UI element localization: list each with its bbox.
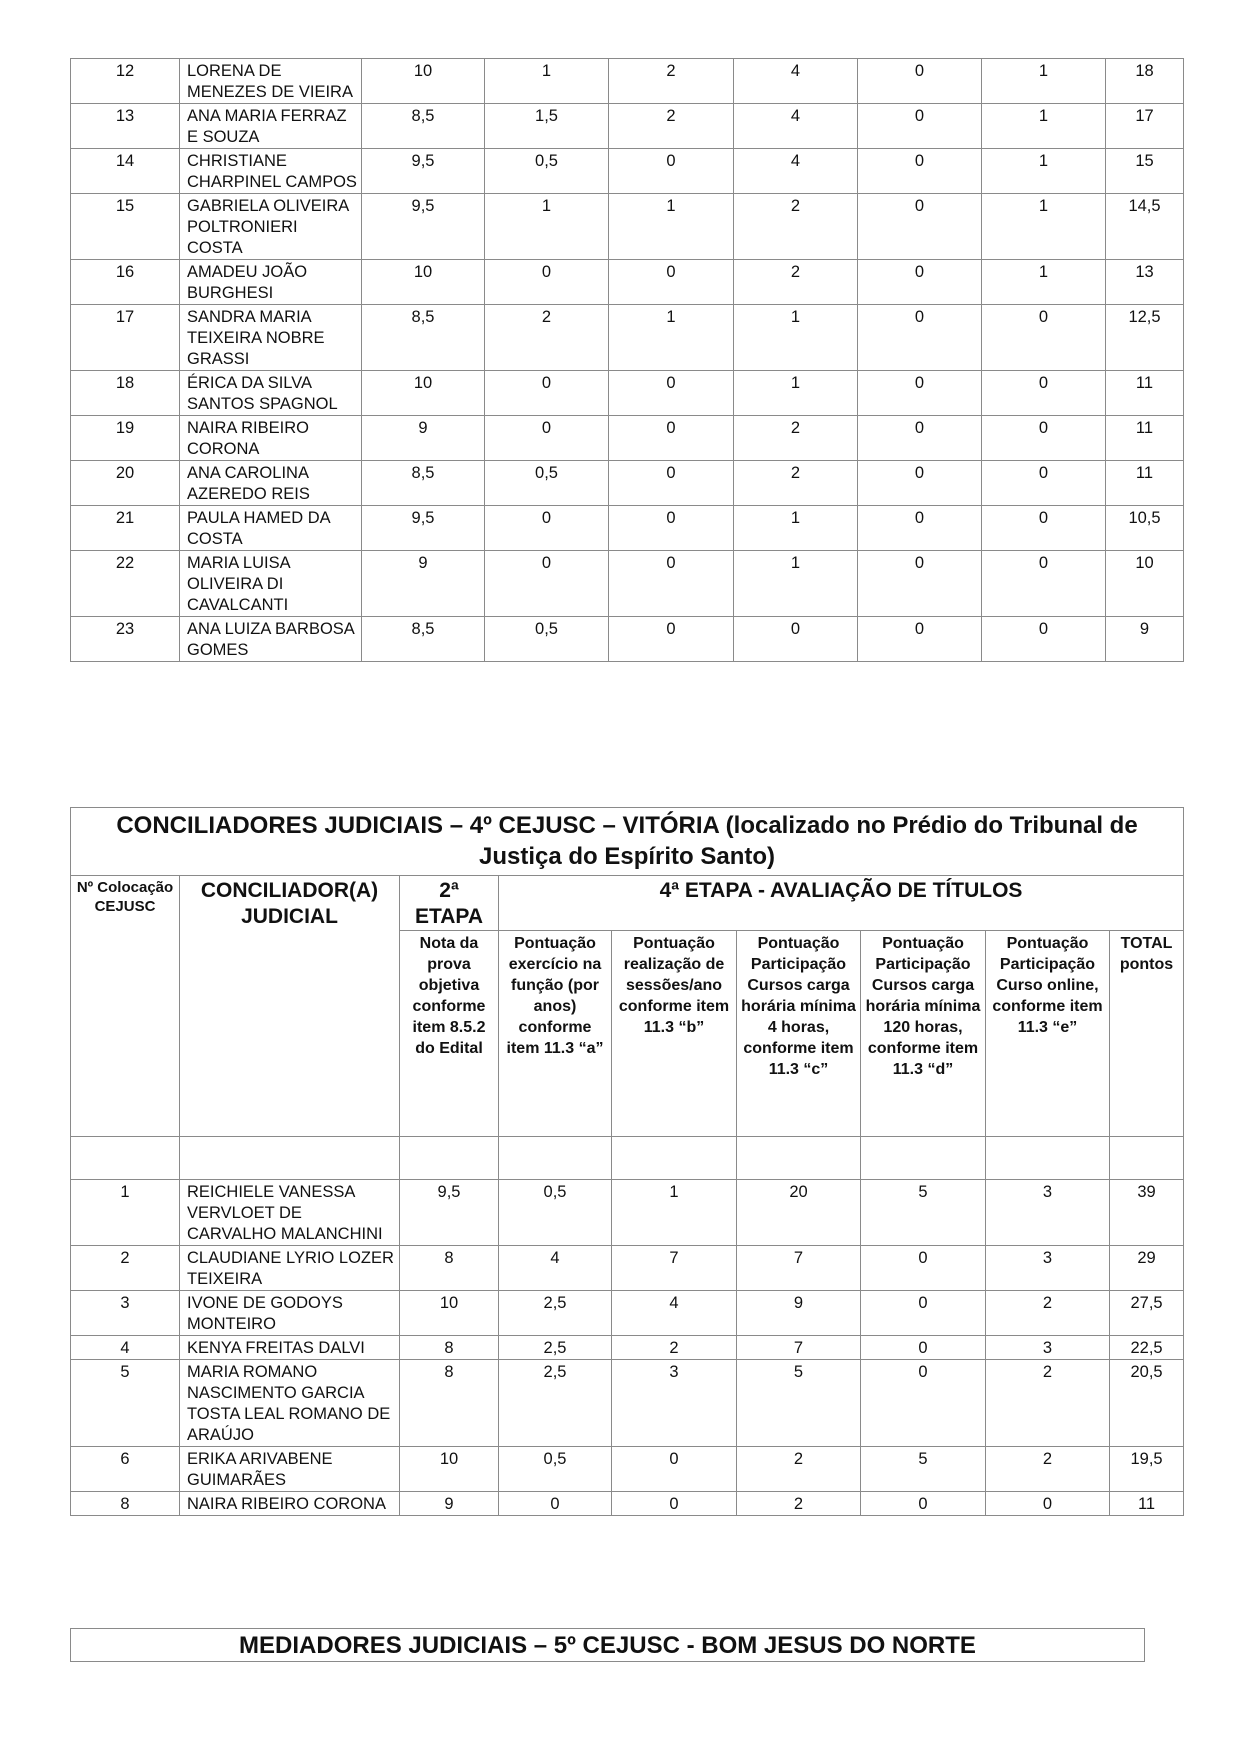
score-d-cell: 0 — [858, 371, 982, 416]
score-c-cell: 2 — [734, 461, 858, 506]
score-a-cell: 0 — [485, 260, 609, 305]
position-cell: 16 — [71, 260, 180, 305]
nota-cell: 10 — [362, 59, 485, 104]
nota-cell: 9 — [400, 1492, 499, 1516]
score-e-cell: 0 — [982, 305, 1106, 371]
score-e-cell: 1 — [982, 59, 1106, 104]
table-title-row — [71, 808, 1184, 876]
score-d-cell: 0 — [858, 59, 982, 104]
table-row — [71, 1492, 1184, 1516]
score-e-cell: 0 — [982, 416, 1106, 461]
score-e-cell: 0 — [986, 1492, 1110, 1516]
table-row — [71, 59, 1184, 104]
score-b-cell: 1 — [612, 1180, 737, 1246]
table-row — [71, 260, 1184, 305]
table-row — [71, 506, 1184, 551]
score-d-cell: 0 — [858, 551, 982, 617]
score-b-cell: 4 — [612, 1291, 737, 1336]
score-d-cell: 0 — [861, 1336, 986, 1360]
header-total: TOTAL pontos — [1110, 931, 1184, 1137]
position-cell: 13 — [71, 104, 180, 149]
total-cell: 13 — [1106, 260, 1184, 305]
score-a-cell: 0,5 — [485, 461, 609, 506]
conciliadores-4-cejusc-table — [70, 807, 1184, 1516]
score-b-cell: 2 — [609, 104, 734, 149]
table-row — [71, 551, 1184, 617]
name-cell: CHRISTIANE CHARPINEL CAMPOS — [180, 149, 362, 194]
score-b-cell: 2 — [609, 59, 734, 104]
score-a-cell: 0 — [499, 1492, 612, 1516]
table-row — [71, 416, 1184, 461]
table-row — [71, 461, 1184, 506]
table-row — [71, 1180, 1184, 1246]
score-a-cell: 0,5 — [485, 149, 609, 194]
nota-cell: 9,5 — [362, 149, 485, 194]
score-c-cell: 1 — [734, 506, 858, 551]
score-e-cell: 0 — [982, 371, 1106, 416]
score-c-cell: 2 — [737, 1492, 861, 1516]
position-cell: 5 — [71, 1360, 180, 1447]
name-cell: ANA LUIZA BARBOSA GOMES — [180, 617, 362, 662]
score-b-cell: 0 — [609, 260, 734, 305]
name-cell: GABRIELA OLIVEIRA POLTRONIERI COSTA — [180, 194, 362, 260]
name-cell: PAULA HAMED DA COSTA — [180, 506, 362, 551]
total-cell: 9 — [1106, 617, 1184, 662]
position-cell: 1 — [71, 1180, 180, 1246]
score-b-cell: 2 — [612, 1336, 737, 1360]
total-cell: 11 — [1106, 416, 1184, 461]
nota-cell: 10 — [400, 1447, 499, 1492]
score-e-cell: 3 — [986, 1246, 1110, 1291]
score-b-cell: 0 — [609, 371, 734, 416]
header-pontuacao-e: Pontuação Participação Curso online, conforme item 11.3 “e” — [986, 931, 1110, 1137]
score-b-cell: 1 — [609, 305, 734, 371]
score-b-cell: 0 — [612, 1447, 737, 1492]
score-e-cell: 1 — [982, 260, 1106, 305]
name-cell: LORENA DE MENEZES DE VIEIRA — [180, 59, 362, 104]
score-c-cell: 4 — [734, 149, 858, 194]
results-table-continuation — [70, 58, 1184, 662]
nota-cell: 8,5 — [362, 104, 485, 149]
score-a-cell: 1 — [485, 59, 609, 104]
score-d-cell: 5 — [861, 1447, 986, 1492]
score-a-cell: 1,5 — [485, 104, 609, 149]
score-a-cell: 0,5 — [485, 617, 609, 662]
score-a-cell: 2,5 — [499, 1360, 612, 1447]
table-title-row — [71, 1629, 1145, 1662]
table-row — [71, 194, 1184, 260]
total-cell: 22,5 — [1110, 1336, 1184, 1360]
name-cell: ERIKA ARIVABENE GUIMARÃES — [180, 1447, 400, 1492]
table-body — [71, 59, 1184, 662]
score-a-cell: 0 — [485, 416, 609, 461]
score-c-cell: 5 — [737, 1360, 861, 1447]
header-pontuacao-c: Pontuação Participação Cursos carga horária mínima 4 horas, conforme item 11.3 “c” — [737, 931, 861, 1137]
total-cell: 15 — [1106, 149, 1184, 194]
header-conciliador: CONCILIADOR(A) JUDICIAL — [180, 876, 400, 1137]
table-row — [71, 1360, 1184, 1447]
score-d-cell: 0 — [858, 461, 982, 506]
total-cell: 29 — [1110, 1246, 1184, 1291]
nota-cell: 8 — [400, 1336, 499, 1360]
name-cell: SANDRA MARIA TEIXEIRA NOBRE GRASSI — [180, 305, 362, 371]
table-title: CONCILIADORES JUDICIAIS – 4º CEJUSC – VITÓRIA (localizado no Prédio do Tribunal de Justiça do Espírito Santo) — [71, 808, 1184, 876]
score-a-cell: 0 — [485, 551, 609, 617]
name-cell: KENYA FREITAS DALVI — [180, 1336, 400, 1360]
score-a-cell: 0,5 — [499, 1447, 612, 1492]
score-d-cell: 0 — [861, 1360, 986, 1447]
score-a-cell: 2,5 — [499, 1336, 612, 1360]
score-c-cell: 2 — [734, 260, 858, 305]
score-b-cell: 0 — [609, 461, 734, 506]
score-c-cell: 1 — [734, 371, 858, 416]
position-cell: 21 — [71, 506, 180, 551]
position-cell: 8 — [71, 1492, 180, 1516]
score-e-cell: 3 — [986, 1336, 1110, 1360]
table-row — [71, 1447, 1184, 1492]
name-cell: MARIA LUISA OLIVEIRA DI CAVALCANTI — [180, 551, 362, 617]
nota-cell: 9,5 — [362, 506, 485, 551]
position-cell: 19 — [71, 416, 180, 461]
nota-cell: 8,5 — [362, 305, 485, 371]
name-cell: ANA MARIA FERRAZ E SOUZA — [180, 104, 362, 149]
score-d-cell: 0 — [858, 194, 982, 260]
score-e-cell: 1 — [982, 104, 1106, 149]
header-colocacao: Nº Colocação CEJUSC — [71, 876, 180, 1137]
position-cell: 14 — [71, 149, 180, 194]
score-c-cell: 20 — [737, 1180, 861, 1246]
mediadores-5-cejusc-table — [70, 1628, 1145, 1662]
table-row — [71, 305, 1184, 371]
score-e-cell: 1 — [982, 149, 1106, 194]
score-e-cell: 0 — [982, 551, 1106, 617]
name-cell: ANA CAROLINA AZEREDO REIS — [180, 461, 362, 506]
table-row — [71, 617, 1184, 662]
table-row — [71, 1246, 1184, 1291]
empty-row — [71, 1137, 1184, 1180]
header-pontuacao-d: Pontuação Participação Cursos carga horária mínima 120 horas, conforme item 11.3 “d” — [861, 931, 986, 1137]
score-b-cell: 0 — [609, 551, 734, 617]
nota-cell: 9,5 — [400, 1180, 499, 1246]
score-b-cell: 0 — [612, 1492, 737, 1516]
table-row — [71, 149, 1184, 194]
name-cell: REICHIELE VANESSA VERVLOET DE CARVALHO MALANCHINI — [180, 1180, 400, 1246]
total-cell: 18 — [1106, 59, 1184, 104]
table-body — [71, 808, 1184, 1516]
nota-cell: 10 — [362, 260, 485, 305]
header-pontuacao-a: Pontuação exercício na função (por anos) conforme item 11.3 “a” — [499, 931, 612, 1137]
score-a-cell: 2 — [485, 305, 609, 371]
total-cell: 10 — [1106, 551, 1184, 617]
position-cell: 6 — [71, 1447, 180, 1492]
score-b-cell: 0 — [609, 416, 734, 461]
score-c-cell: 0 — [734, 617, 858, 662]
total-cell: 11 — [1106, 371, 1184, 416]
score-e-cell: 2 — [986, 1447, 1110, 1492]
score-c-cell: 2 — [734, 416, 858, 461]
score-c-cell: 9 — [737, 1291, 861, 1336]
score-c-cell: 2 — [734, 194, 858, 260]
score-c-cell: 4 — [734, 104, 858, 149]
total-cell: 19,5 — [1110, 1447, 1184, 1492]
position-cell: 4 — [71, 1336, 180, 1360]
score-e-cell: 0 — [982, 617, 1106, 662]
header-nota-prova: Nota da prova objetiva conforme item 8.5.2 do Edital — [400, 931, 499, 1137]
nota-cell: 9,5 — [362, 194, 485, 260]
score-a-cell: 0 — [485, 371, 609, 416]
nota-cell: 10 — [362, 371, 485, 416]
score-e-cell: 0 — [982, 506, 1106, 551]
score-d-cell: 0 — [861, 1492, 986, 1516]
name-cell: NAIRA RIBEIRO CORONA — [180, 416, 362, 461]
table-row — [71, 1336, 1184, 1360]
name-cell: ÉRICA DA SILVA SANTOS SPAGNOL — [180, 371, 362, 416]
nota-cell: 10 — [400, 1291, 499, 1336]
position-cell: 3 — [71, 1291, 180, 1336]
total-cell: 11 — [1106, 461, 1184, 506]
position-cell: 15 — [71, 194, 180, 260]
score-e-cell: 3 — [986, 1180, 1110, 1246]
total-cell: 14,5 — [1106, 194, 1184, 260]
total-cell: 20,5 — [1110, 1360, 1184, 1447]
header-etapa-4: 4ª ETAPA - AVALIAÇÃO DE TÍTULOS — [499, 876, 1184, 931]
score-d-cell: 0 — [858, 506, 982, 551]
score-d-cell: 0 — [858, 104, 982, 149]
score-c-cell: 7 — [737, 1336, 861, 1360]
total-cell: 11 — [1110, 1492, 1184, 1516]
score-d-cell: 5 — [861, 1180, 986, 1246]
score-e-cell: 2 — [986, 1291, 1110, 1336]
name-cell: AMADEU JOÃO BURGHESI — [180, 260, 362, 305]
position-cell: 20 — [71, 461, 180, 506]
score-e-cell: 0 — [982, 461, 1106, 506]
position-cell: 22 — [71, 551, 180, 617]
score-a-cell: 0 — [485, 506, 609, 551]
nota-cell: 8,5 — [362, 617, 485, 662]
table-title: MEDIADORES JUDICIAIS – 5º CEJUSC - BOM JESUS DO NORTE — [71, 1629, 1145, 1662]
score-c-cell: 1 — [734, 305, 858, 371]
total-cell: 27,5 — [1110, 1291, 1184, 1336]
header-etapa-2: 2ª ETAPA — [400, 876, 499, 931]
score-d-cell: 0 — [858, 617, 982, 662]
nota-cell: 8 — [400, 1360, 499, 1447]
score-a-cell: 2,5 — [499, 1291, 612, 1336]
header-row — [71, 876, 1184, 931]
position-cell: 2 — [71, 1246, 180, 1291]
nota-cell: 8,5 — [362, 461, 485, 506]
score-d-cell: 0 — [858, 260, 982, 305]
score-a-cell: 1 — [485, 194, 609, 260]
header-pontuacao-b: Pontuação realização de sessões/ano conforme item 11.3 “b” — [612, 931, 737, 1137]
position-cell: 12 — [71, 59, 180, 104]
score-c-cell: 2 — [737, 1447, 861, 1492]
score-d-cell: 0 — [858, 416, 982, 461]
score-d-cell: 0 — [858, 149, 982, 194]
score-d-cell: 0 — [861, 1291, 986, 1336]
table-row — [71, 104, 1184, 149]
score-b-cell: 0 — [609, 149, 734, 194]
position-cell: 18 — [71, 371, 180, 416]
table-row — [71, 371, 1184, 416]
position-cell: 17 — [71, 305, 180, 371]
score-c-cell: 4 — [734, 59, 858, 104]
score-e-cell: 1 — [982, 194, 1106, 260]
score-d-cell: 0 — [861, 1246, 986, 1291]
score-b-cell: 0 — [609, 506, 734, 551]
name-cell: IVONE DE GODOYS MONTEIRO — [180, 1291, 400, 1336]
score-a-cell: 4 — [499, 1246, 612, 1291]
score-c-cell: 1 — [734, 551, 858, 617]
name-cell: NAIRA RIBEIRO CORONA — [180, 1492, 400, 1516]
score-d-cell: 0 — [858, 305, 982, 371]
score-b-cell: 7 — [612, 1246, 737, 1291]
total-cell: 17 — [1106, 104, 1184, 149]
score-b-cell: 3 — [612, 1360, 737, 1447]
score-c-cell: 7 — [737, 1246, 861, 1291]
nota-cell: 8 — [400, 1246, 499, 1291]
score-b-cell: 0 — [609, 617, 734, 662]
score-a-cell: 0,5 — [499, 1180, 612, 1246]
score-b-cell: 1 — [609, 194, 734, 260]
total-cell: 12,5 — [1106, 305, 1184, 371]
total-cell: 10,5 — [1106, 506, 1184, 551]
table-row — [71, 1291, 1184, 1336]
score-e-cell: 2 — [986, 1360, 1110, 1447]
nota-cell: 9 — [362, 416, 485, 461]
nota-cell: 9 — [362, 551, 485, 617]
name-cell: MARIA ROMANO NASCIMENTO GARCIA TOSTA LEAL ROMANO DE ARAÚJO — [180, 1360, 400, 1447]
position-cell: 23 — [71, 617, 180, 662]
total-cell: 39 — [1110, 1180, 1184, 1246]
name-cell: CLAUDIANE LYRIO LOZER TEIXEIRA — [180, 1246, 400, 1291]
